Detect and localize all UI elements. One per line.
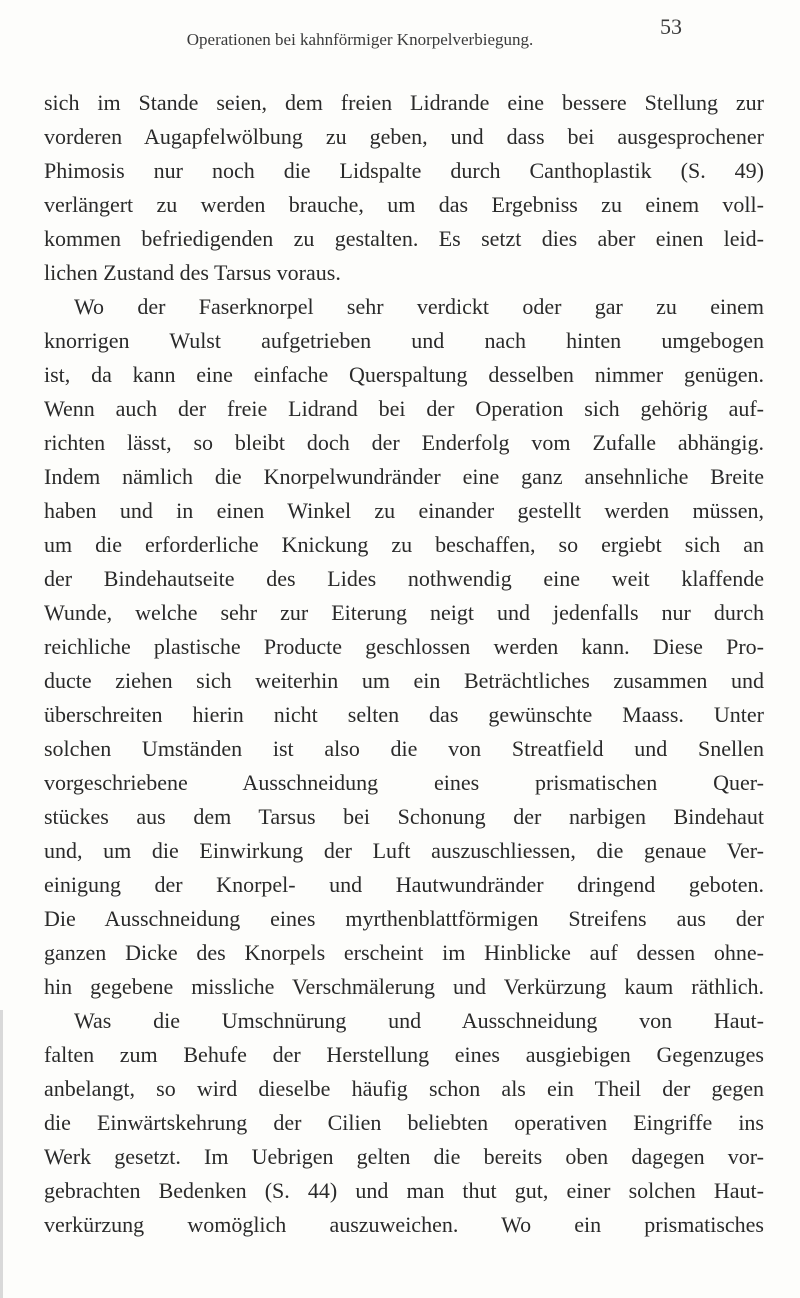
text-line: um die erforderliche Knickung zu beschaffen, so ergiebt sich an xyxy=(44,532,764,557)
text-line: vorderen Augapfelwölbung zu geben, und dass bei ausgesprochener xyxy=(44,124,764,149)
text-line: einigung der Knorpel- und Hautwundränder dringend geboten. xyxy=(44,872,764,897)
text-line: Werk gesetzt. Im Uebrigen gelten die bereits oben dagegen vor- xyxy=(44,1144,764,1169)
text-line: kommen befriedigenden zu gestalten. Es setzt dies aber einen leid- xyxy=(44,226,764,251)
text-line: Was die Umschnürung und Ausschneidung von Haut- xyxy=(74,1008,764,1033)
text-line: reichliche plastische Producte geschlossen werden kann. Diese Pro- xyxy=(44,634,764,659)
text-line: lichen Zustand des Tarsus voraus. xyxy=(44,260,341,285)
text-line: der Bindehautseite des Lides nothwendig eine weit klaffende xyxy=(44,566,764,591)
text-line: Phimosis nur noch die Lidspalte durch Canthoplastik (S. 49) xyxy=(44,158,764,183)
text-line: richten lässt, so bleibt doch der Enderfolg vom Zufalle abhängig. xyxy=(44,430,764,455)
text-line: Wunde, welche sehr zur Eiterung neigt und jedenfalls nur durch xyxy=(44,600,764,625)
text-line: verlängert zu werden brauche, um das Ergebniss zu einem voll- xyxy=(44,192,764,217)
body-text xyxy=(44,86,764,1242)
text-line: überschreiten hierin nicht selten das gewünschte Maass. Unter xyxy=(44,702,764,727)
page-edge-shadow xyxy=(0,1010,3,1298)
text-line: gebrachten Bedenken (S. 44) und man thut gut, einer solchen Haut- xyxy=(44,1178,764,1203)
text-line: ist, da kann eine einfache Querspaltung desselben nimmer genügen. xyxy=(44,362,764,387)
text-line: Indem nämlich die Knorpelwundränder eine ganz ansehnliche Breite xyxy=(44,464,764,489)
text-line: sich im Stande seien, dem freien Lidrande eine bessere Stellung zur xyxy=(44,90,764,115)
text-line: stückes aus dem Tarsus bei Schonung der narbigen Bindehaut xyxy=(44,804,764,829)
text-line: die Einwärtskehrung der Cilien beliebten operativen Eingriffe ins xyxy=(44,1110,764,1135)
text-line: Wenn auch der freie Lidrand bei der Operation sich gehörig auf- xyxy=(44,396,764,421)
page-number: 53 xyxy=(660,14,682,39)
text-line: ducte ziehen sich weiterhin um ein Beträchtliches zusammen und xyxy=(44,668,764,693)
text-line: hin gegebene missliche Verschmälerung und Verkürzung kaum räthlich. xyxy=(44,974,764,999)
text-line: falten zum Behufe der Herstellung eines ausgiebigen Gegenzuges xyxy=(44,1042,764,1067)
text-line: verkürzung womöglich auszuweichen. Wo ein prismatisches xyxy=(44,1212,764,1237)
text-line: Die Ausschneidung eines myrthenblattförmigen Streifens aus der xyxy=(44,906,764,931)
text-line: ganzen Dicke des Knorpels erscheint im Hinblicke auf dessen ohne- xyxy=(44,940,764,965)
text-line: anbelangt, so wird dieselbe häufig schon als ein Theil der gegen xyxy=(44,1076,764,1101)
text-line: solchen Umständen ist also die von Streatfield und Snellen xyxy=(44,736,764,761)
text-line: Wo der Faserknorpel sehr verdickt oder gar zu einem xyxy=(74,294,764,319)
running-title: Operationen bei kahnförmiger Knorpelverbiegung. xyxy=(186,30,534,49)
text-line: vorgeschriebene Ausschneidung eines prismatischen Quer- xyxy=(44,770,764,795)
text-line: haben und in einen Winkel zu einander gestellt werden müssen, xyxy=(44,498,764,523)
text-line: knorrigen Wulst aufgetrieben und nach hinten umgebogen xyxy=(44,328,764,353)
text-line: und, um die Einwirkung der Luft auszuschliessen, die genaue Ver- xyxy=(44,838,764,863)
